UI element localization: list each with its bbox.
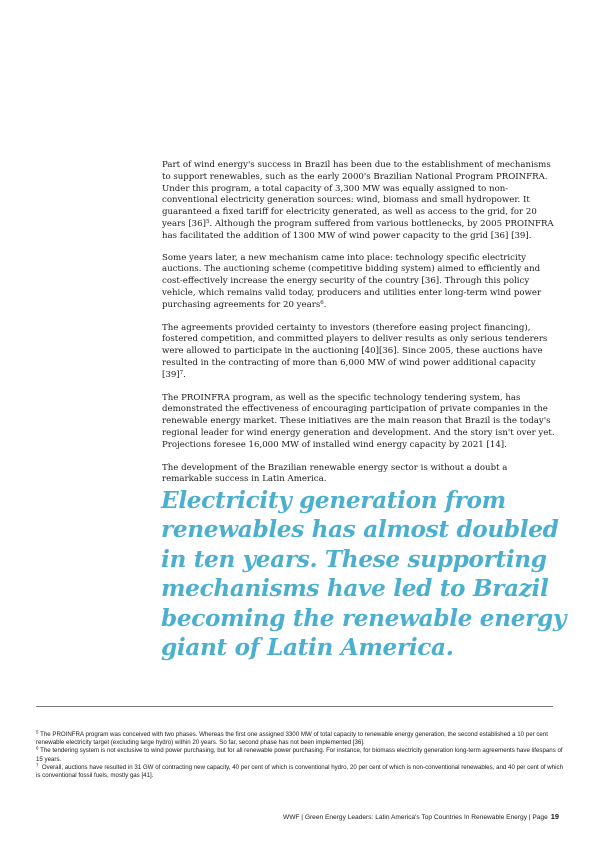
footnote-ref-7[interactable]: 7 [179, 369, 184, 376]
pull-quote-line: giant of Latin America. [161, 634, 454, 662]
footnote-divider [36, 706, 553, 707]
paragraph-3-text-cont: . [183, 369, 186, 380]
pull-quote-line: Electricity generation from [161, 487, 506, 514]
footer-text: WWF | Green Energy Leaders: Latin America's Top Countries In Renewable Energy | Page [282, 814, 548, 821]
footnote-6 [36, 747, 564, 763]
paragraph-2 [162, 253, 560, 312]
paragraph-4: The PROINFRA program, as well as the specific technology tendering system, has demonstrated the effectiveness of encouraging participation of private companies in the renewable energy market. These initiatives are the main reason that Brazil is the today's regional leader for wind energy generation and development. And the story isn't over yet. Projections foresee 16,000 MW of installed wind energy capacity by 2021 [14]. [162, 392, 555, 450]
footnote-ref-5[interactable]: 5 [205, 218, 210, 225]
footnote-7-text: Overall, auctions have resulted in 31 GW of contracting new capacity, 40 per cent of which is conventional hydro, 20 per cent of which is non-conventional renewables, and 40 per cent of which is conventional fossil fuels, mostly gas [41]. [36, 763, 563, 780]
pull-quote-line: mechanisms have led to Brazil [161, 575, 549, 603]
page-number: 19 [550, 812, 559, 821]
paragraph-1-text: Part of wind energy's success in Brazil has been due to the establishment of mechanisms to support renewables, such as the early 2000's Brazilian National Program PROINFRA. Under this program, a total capacity of 3,300 MW was equally assigned to non-conventional electricity generation sources: wind, biomass and small hydropower. It guaranteed a fixed tariff for electricity generated, as well as access to the grid, for 20 years [36] [162, 160, 551, 229]
paragraph-2-text: Some years later, a new mechanism came into place: technology specific electricity auctions. The auctioning scheme (competitive bidding system) aimed to efficiently and cost-effectively increase the energy security of the country [36]. Through this policy vehicle, which remains valid today, producers and utilities enter long-term wind power purchasing agreements for 20 years [162, 252, 542, 310]
paragraph-3-text: The agreements provided certainty to investors (therefore easing project financing), fostered competition, and committed players to deliver results as only serious tenderers were allowed to participate in the auctioning [40][36]. Since 2005, these auctions have resulted in the contracting of more than 6,000 MW of wind power additional capacity [39] [162, 322, 548, 380]
pull-quote-line: renewables has almost doubled [161, 516, 559, 544]
footnotes [36, 731, 564, 780]
paragraph-5: The development of the Brazilian renewable energy sector is without a doubt a remarkable success in Latin America. [162, 462, 508, 485]
body-text [162, 160, 560, 497]
footnote-7-mark: 7 [36, 762, 39, 768]
paragraph-1-text-cont: . Although the program suffered from various bottlenecks, by 2005 PROINFRA has facilitated the addition of 1300 MW of wind power capacity to the grid [36] [39]. [162, 218, 554, 241]
footnote-6-text: The tendering system is not exclusive to wind power purchasing, but for all renewable power purchasing. For instance, for biomass electricity generation long-term agreements have lifespans of 15 years. [36, 747, 563, 763]
footnote-7 [36, 764, 564, 780]
footnote-5-text: The PROINFRA program was conceived with two phases. Whereas the first one assigned 3300 MW of total capacity to renewable energy generation, the second established a 10 per cent renewable electricity target (excluding large hydro) within 20 years. So far, second phase has not been implemented [36]. [36, 731, 548, 747]
paragraph-1 [162, 160, 560, 243]
page-footer [283, 812, 559, 821]
pull-quote-line: becoming the renewable energy [161, 604, 566, 632]
footnote-5 [36, 731, 564, 747]
paragraph-2-text-cont: . [323, 299, 327, 310]
pull-quote-line: in ten years. These supporting [161, 545, 547, 573]
paragraph-3 [162, 323, 560, 382]
footnote-6-mark: 6 [36, 746, 39, 752]
footnote-5-mark: 5 [36, 729, 39, 735]
footnote-ref-6[interactable]: 6 [320, 299, 324, 306]
pull-quote [161, 486, 566, 662]
